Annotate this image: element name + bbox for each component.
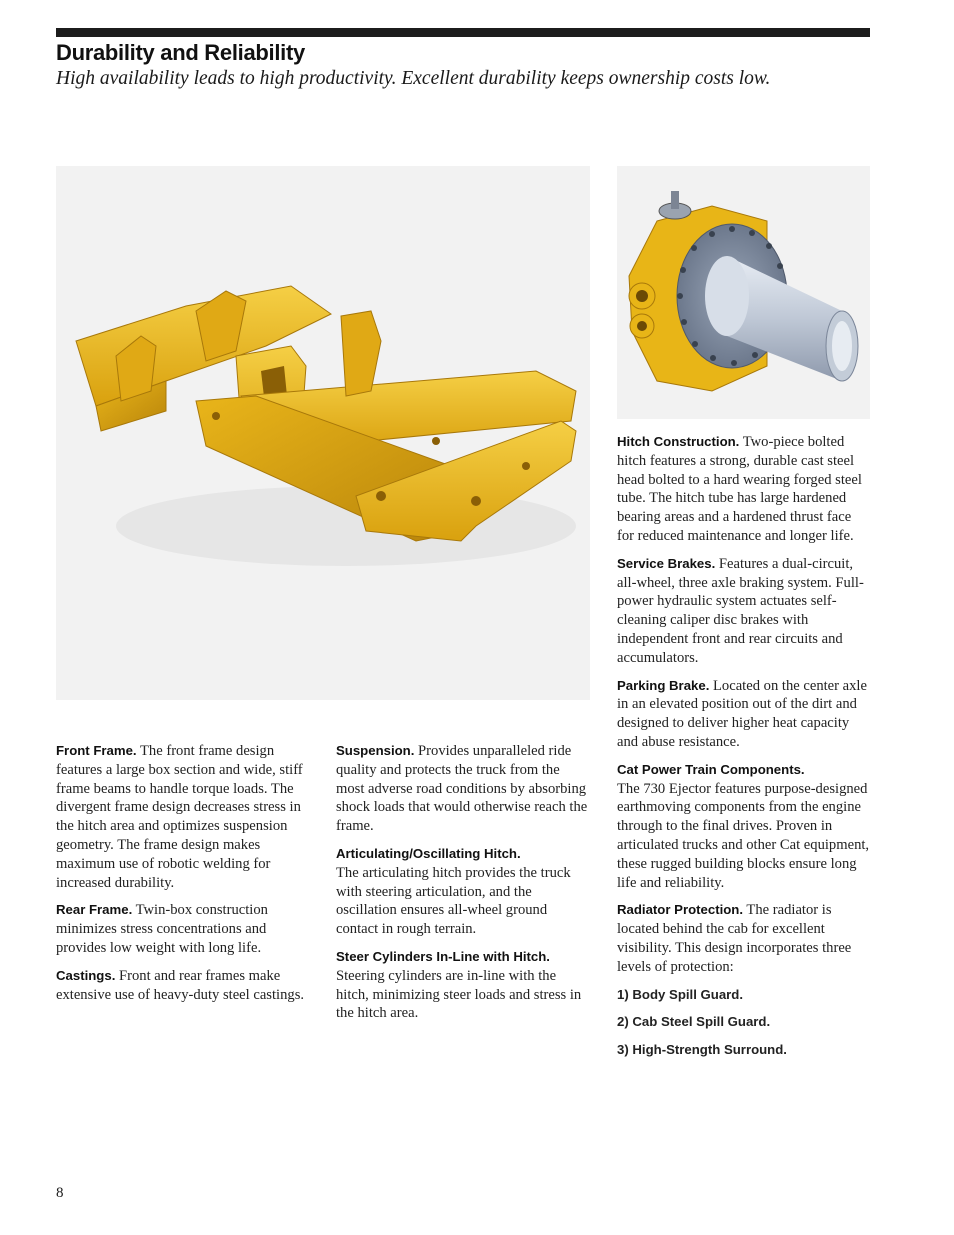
power-train-paragraph: Cat Power Train Components. The 730 Ejector features purpose-designed earthmoving components from the engine through to the final drives. Proven in articulated trucks and other Cat equipment, these rugged building blocks ensure long life and reliability. [617, 761, 870, 891]
frame-image [56, 166, 590, 700]
column-2 [336, 742, 588, 1032]
column-1 [56, 742, 314, 1013]
page-number: 8 [56, 1185, 64, 1201]
hitch-construction-paragraph: Hitch Construction. Two-piece bolted hitch features a strong, durable cast steel head bolted to a hard wearing forged steel tube. The hitch tube has large hardened bearing areas and a hardened thrust face for reduced maintenance and longer life. [617, 434, 862, 544]
page-title: Durability and Reliability [56, 40, 305, 65]
protection-item-1: 1) Body Spill Guard. [617, 986, 744, 1002]
articulating-paragraph: Articulating/Oscillating Hitch. The articulating hitch provides the truck with steering articulation, and the oscillation ensures all-wheel ground contact in rough terrain. [336, 845, 571, 938]
protection-item-3: 3) High-Strength Surround. [617, 1042, 787, 1058]
header-rule [56, 28, 870, 37]
service-brakes-paragraph: Service Brakes. Features a dual-circuit, all-wheel, three axle braking system. Full-power hydraulic system actuates self-cleaning caliper disc brakes with independent front and rear circuits and accumulators. [617, 555, 864, 666]
front-frame-paragraph: Front Frame. The front frame design features a large box section and wide, stiff frame beams to handle torque loads. The divergent frame design decreases stress in the hitch area and optimizes suspension geometry. The frame design makes maximum use of robotic welding for increased durability. [56, 743, 303, 891]
parking-brake-paragraph: Parking Brake. Located on the center axle in an elevated position out of the dirt and designed to deliver higher heat capacity and abuse resistance. [617, 677, 867, 750]
page-subtitle: High availability leads to high productivity. Excellent durability keeps ownership costs low. [56, 68, 771, 89]
castings-paragraph: Castings. Front and rear frames make extensive use of heavy-duty steel castings. [56, 967, 305, 1003]
protection-item-2: 2) Cab Steel Spill Guard. [617, 1014, 771, 1030]
chassis-frame-icon [56, 166, 590, 700]
hitch-image [617, 166, 870, 419]
hitch-tube-icon [617, 166, 870, 419]
column-3 [617, 433, 871, 1069]
rear-frame-paragraph: Rear Frame. Twin-box construction minimizes stress concentrations and provides low weight with long life. [56, 902, 268, 956]
steer-cylinders-paragraph: Steer Cylinders In-Line with Hitch. Steering cylinders are in-line with the hitch, minimizing steer loads and stress in the hitch area. [336, 948, 582, 1022]
radiator-paragraph: Radiator Protection. The radiator is located behind the cab for excellent visibility. This design incorporates three levels of protection: [617, 902, 852, 975]
suspension-paragraph: Suspension. Provides unparalleled ride quality and protects the truck from the most adverse road conditions by absorbing shock loads that would otherwise reach the frame. [336, 743, 588, 835]
